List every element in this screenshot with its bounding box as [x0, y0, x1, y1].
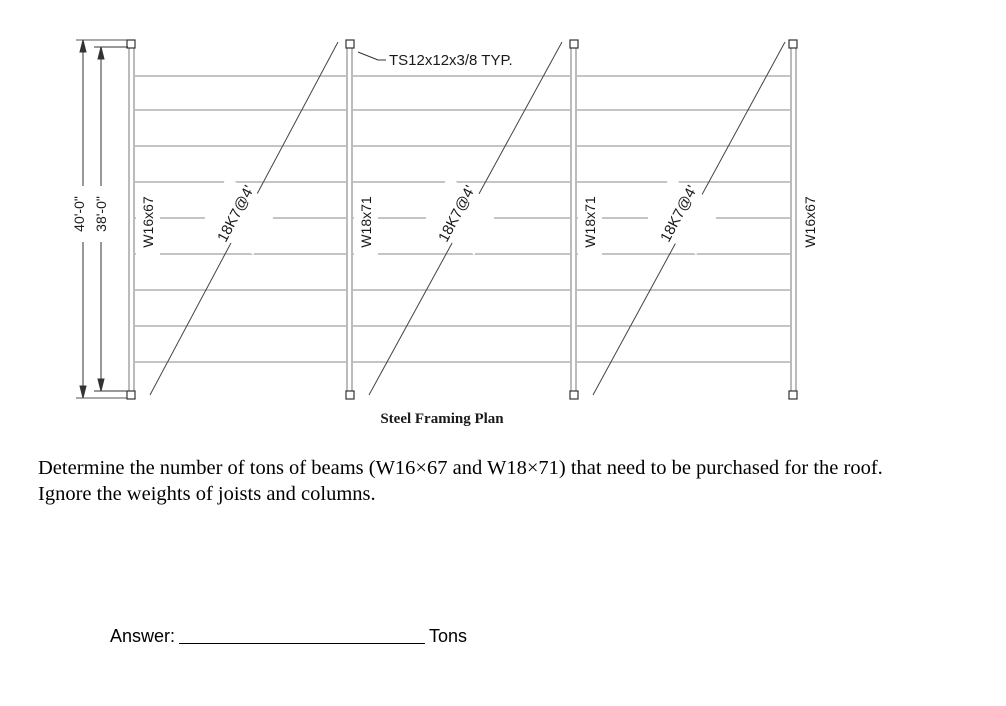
beam-label: W16x67 [140, 196, 156, 248]
beam-label: W18x71 [582, 196, 598, 248]
question-text: Determine the number of tons of beams (W16×67 and W18×71) that need to be purchased for the roof. Ignore the weights of joists and columns. [38, 457, 883, 505]
column-marker [346, 391, 354, 399]
answer-label: Answer: [110, 626, 176, 646]
answer-unit: Tons [429, 626, 468, 646]
joist-label: 18K7@4' [214, 182, 258, 246]
column-marker [789, 391, 797, 399]
beam-label: W16x67 [802, 196, 818, 248]
answer-row [110, 623, 467, 647]
column-marker [570, 40, 578, 48]
joist-label: 18K7@4' [435, 182, 479, 246]
beam-label: W18x71 [358, 196, 374, 248]
column-marker [789, 40, 797, 48]
column-marker [127, 391, 135, 399]
column-callout: TS12x12x3/8 TYP. [389, 52, 513, 69]
dimension-clear: 38'-0" [93, 196, 109, 232]
joist-label: 18K7@4' [657, 182, 701, 246]
dimension-overall: 40'-0" [71, 196, 87, 232]
column-marker [346, 40, 354, 48]
plan-caption: Steel Framing Plan [380, 411, 504, 427]
column-marker [127, 40, 135, 48]
answer-blank[interactable] [179, 623, 425, 644]
column-marker [570, 391, 578, 399]
